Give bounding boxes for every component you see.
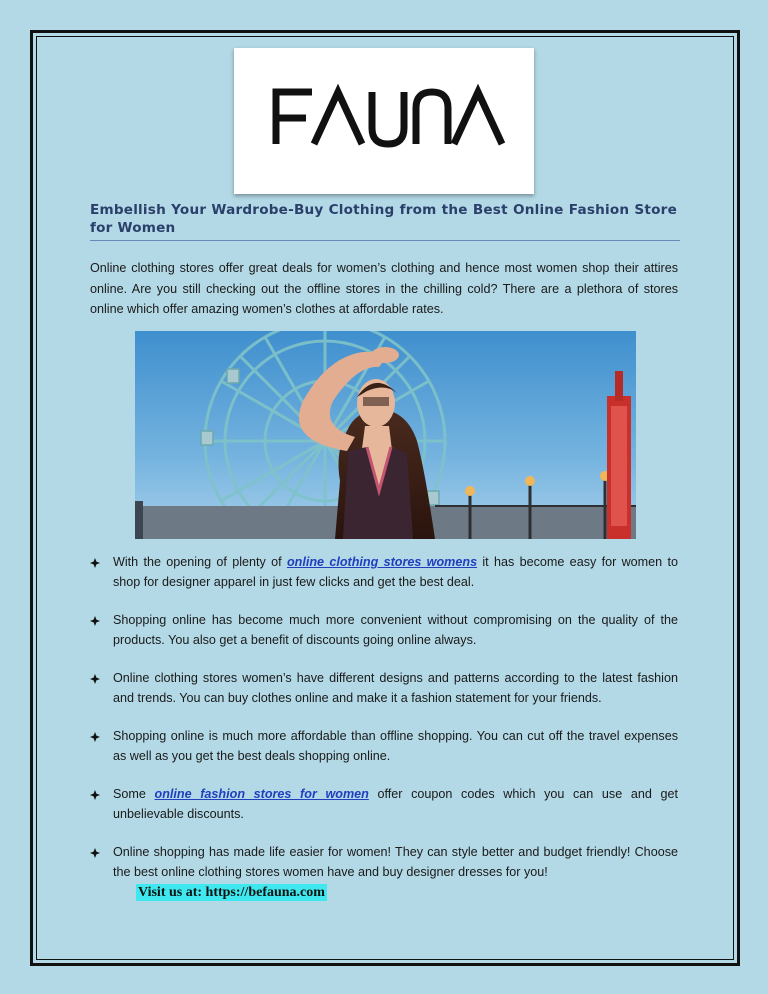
page-title: Embellish Your Wardrobe-Buy Clothing from the Best Online Fashion Store for Women: [90, 202, 677, 236]
hero-image: [135, 331, 636, 539]
list-item-text: Online shopping has made life easier for women! They can style better and budget friendly! Choose the best online clothing stores women have and buy designer dresses for you!: [113, 845, 678, 879]
title-divider: [90, 240, 680, 241]
list-item-text-before: With the opening of plenty of: [113, 555, 287, 569]
logo-box: [234, 48, 534, 194]
diamond-bullet-icon: [90, 616, 100, 626]
list-item-text: Online clothing stores women’s have different designs and patterns according to the latest fashion and trends. You can buy clothes online and make it a fashion statement for your friends.: [113, 671, 678, 705]
fashion-model-photo: [135, 331, 636, 539]
online-fashion-stores-link[interactable]: online fashion stores for women: [154, 787, 369, 801]
list-item: [90, 842, 678, 882]
list-item: [90, 552, 678, 592]
list-item: [90, 784, 678, 824]
list-item-text: Shopping online is much more affordable than offline shopping. You can cut off the travel expenses as well as you get the best deals shopping online.: [113, 729, 678, 763]
benefit-list: [90, 552, 678, 882]
list-item-text-after: it has become easy for women to shop for designer apparel in just few clicks and get the best deal.: [113, 555, 678, 589]
intro-paragraph: Online clothing stores offer great deals for women’s clothing and hence most women shop their attires online. Are you still checking out the offline stores in the chilling cold? There are a plethora of stores online which offer amazing women’s clothes at affordable rates.: [90, 261, 678, 316]
visit-website-link[interactable]: Visit us at: https://befauna.com: [138, 885, 325, 900]
list-item-text-after: offer coupon codes which you can use and get unbelievable discounts.: [113, 787, 678, 821]
diamond-bullet-icon: [90, 558, 100, 568]
list-item: [90, 668, 678, 708]
list-item: [90, 726, 678, 766]
diamond-bullet-icon: [90, 732, 100, 742]
diamond-bullet-icon: [90, 848, 100, 858]
list-item: [90, 610, 678, 650]
list-item-text-before: Some: [113, 787, 155, 801]
fauna-logo: [234, 48, 534, 194]
online-clothing-stores-link[interactable]: online clothing stores womens: [286, 555, 478, 569]
list-item-text: Shopping online has become much more convenient without compromising on the quality of the products. You also get a benefit of discounts going online always.: [113, 613, 678, 647]
diamond-bullet-icon: [90, 674, 100, 684]
diamond-bullet-icon: [90, 790, 100, 800]
